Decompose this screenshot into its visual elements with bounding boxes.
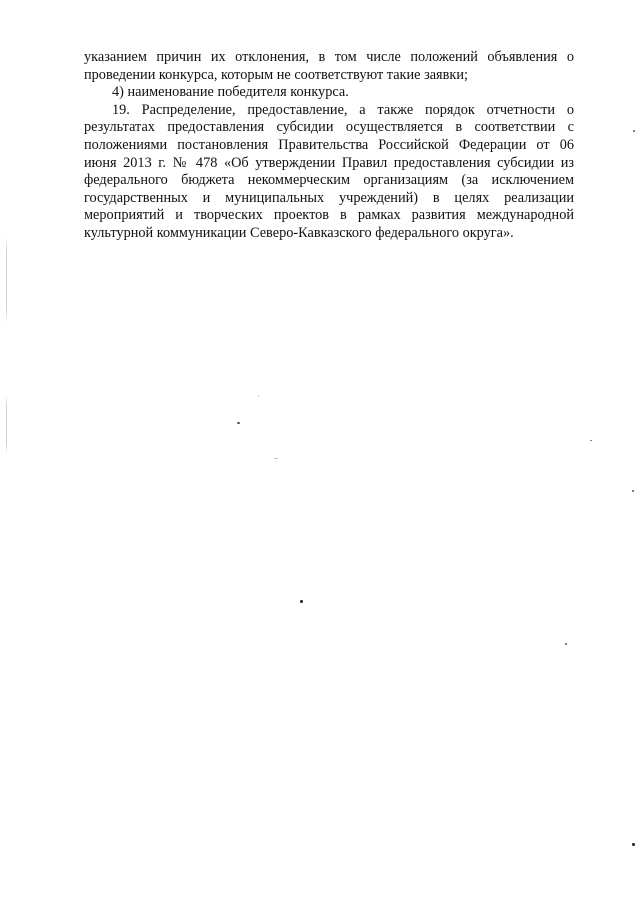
text-line: июня 2013 г. № 478 «Об утверждении Правил предоставления субсидии из — [84, 154, 574, 171]
scan-speck — [590, 440, 592, 441]
scan-speck — [632, 843, 635, 846]
scan-edge-artifact — [6, 395, 7, 455]
text-line: результатах предоставления субсидии осуществляется в соответствии с — [84, 119, 574, 136]
text-line: культурной коммуникации Северо-Кавказского федерального округа». — [84, 224, 514, 241]
text-line: указанием причин их отклонения, в том числе положений объявления о — [84, 49, 574, 65]
scan-speck — [237, 422, 240, 424]
scan-speck — [565, 643, 567, 645]
scan-speck — [258, 395, 259, 397]
scan-edge-artifact — [6, 235, 7, 325]
text-line: мероприятий и творческих проектов в рамках развития международной — [84, 207, 574, 224]
scan-speck — [274, 458, 278, 459]
text-line: федерального бюджета некоммерческим организациям (за исключением — [84, 172, 574, 189]
text-line: положениями постановления Правительства Российской Федерации от 06 — [84, 136, 574, 153]
scan-speck — [633, 130, 635, 132]
document-body — [84, 49, 574, 243]
text-line: проведении конкурса, которым не соответствуют такие заявки; — [84, 66, 468, 83]
list-item-winner: 4) наименование победителя конкурса. — [112, 84, 349, 101]
scan-speck — [632, 490, 634, 492]
paragraph-19-start: 19. Распределение, предоставление, а также порядок отчетности о — [112, 101, 574, 118]
text-line: государственных и муниципальных учреждений) в целях реализации — [84, 189, 574, 206]
scan-speck — [300, 600, 303, 603]
